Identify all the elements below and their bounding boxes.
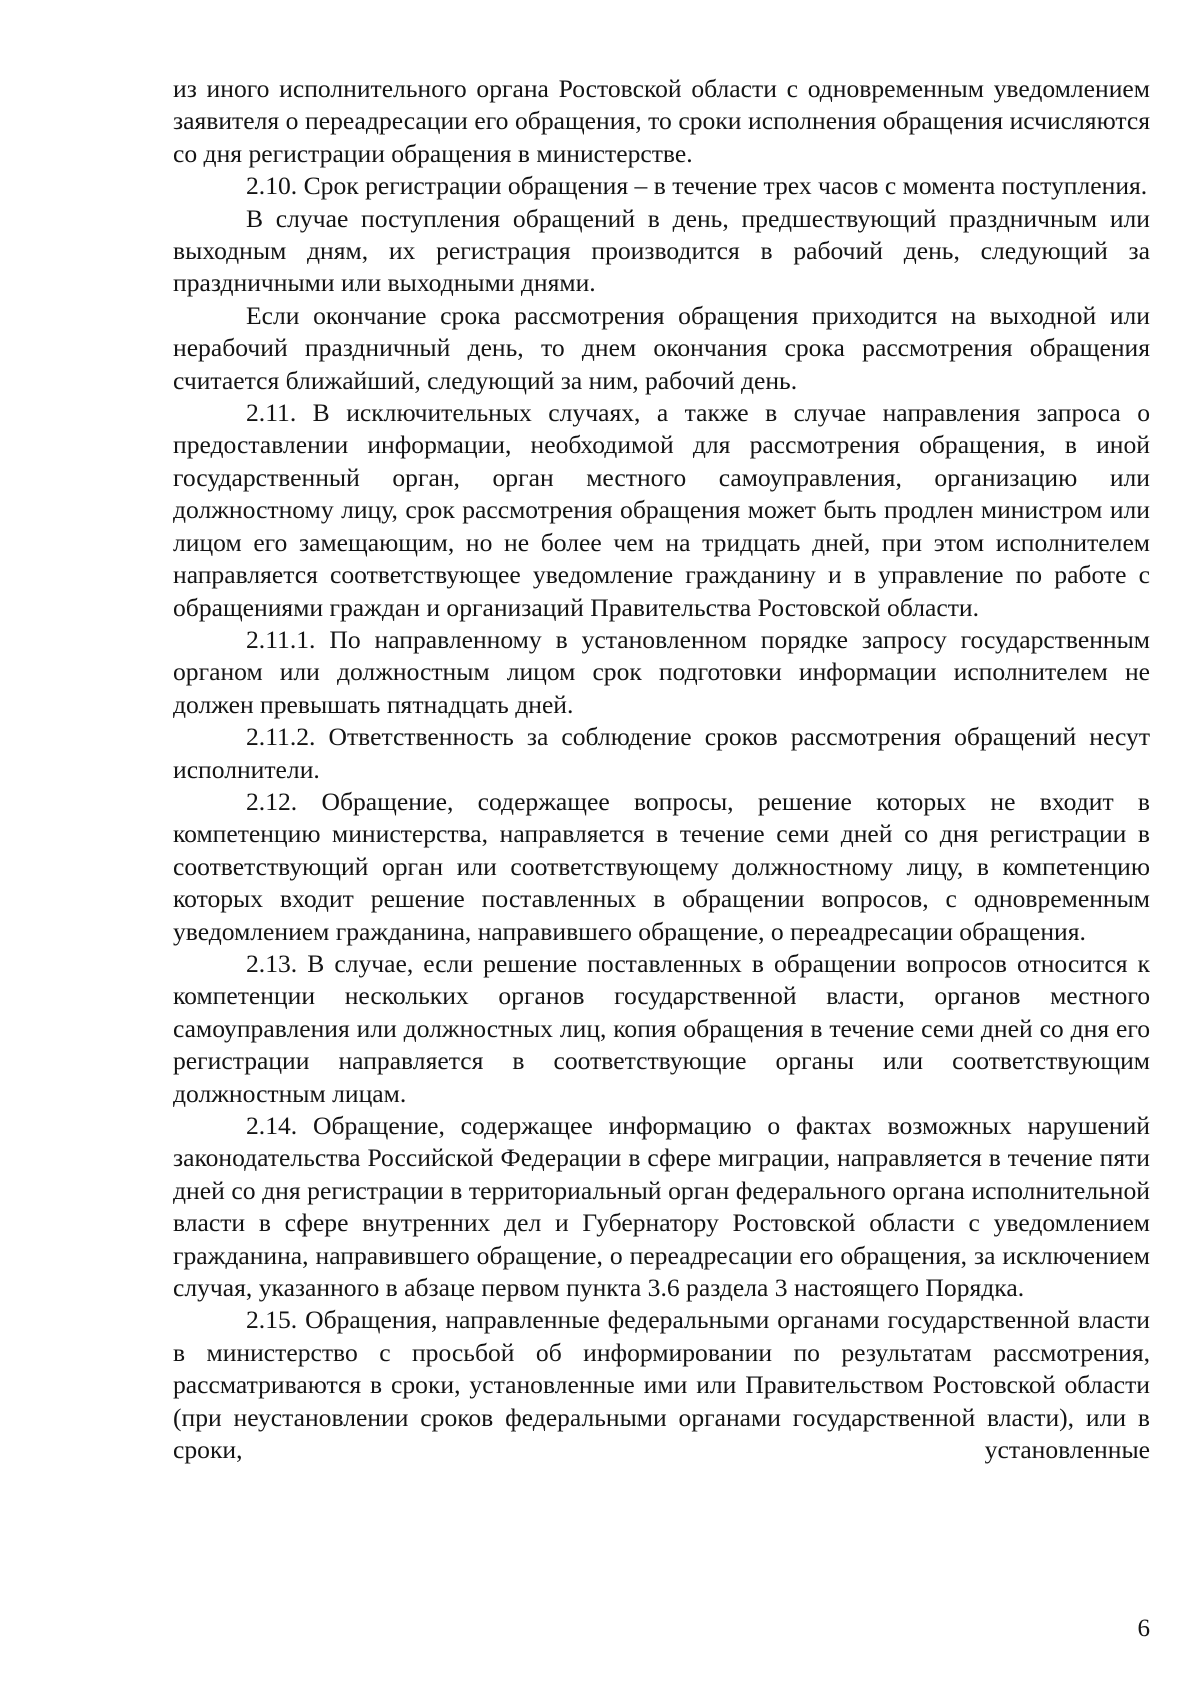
- paragraph-2-11-1: 2.11.1. По направленному в установленном порядке запросу государственным органом или должностным лицом срок подготовки информации исполнителем не должен превышать пятнадцать дней.: [173, 624, 1150, 719]
- paragraph-deadline-end: Если окончание срока рассмотрения обращения приходится на выходной или нерабочий праздничный день, то днем окончания срока рассмотрения обращения считается ближайший, следующий за ним, рабочий день.: [173, 300, 1150, 395]
- paragraph-2-10: 2.10. Срок регистрации обращения – в течение трех часов с момента поступления.: [246, 171, 1148, 201]
- paragraph-continuation: из иного исполнительного органа Ростовской области с одновременным уведомлением заявителя о переадресации его обращения, то сроки исполнения обращения исчисляются со дня регистрации обращения в министерстве.: [173, 74, 1150, 168]
- paragraph-2-11: 2.11. В исключительных случаях, а также в случае направления запроса о предоставлении информации, необходимой для рассмотрения обращения, в иной государственный орган, орган местного самоуправления, организацию или должностному лицу, срок рассмотрения обращения может быть продлен министром или лицом его замещающим, но не более чем на тридцать дней, при этом исполнителем направляется соответствующее уведомление гражданину и в управление по работе с обращениями граждан и организаций Правительства Ростовской области.: [173, 398, 1150, 622]
- paragraph-2-15: 2.15. Обращения, направленные федеральными органами государственной власти в министерство с просьбой об информировании по результатам рассмотрения, рассматриваются в сроки, установленные ими или Правительством Ростовской области (при неустановлении сроков федеральными органами государственной власти), или в сроки, установленные: [173, 1305, 1150, 1465]
- page-number: 6: [1137, 1615, 1150, 1642]
- paragraph-2-12: 2.12. Обращение, содержащее вопросы, решение которых не входит в компетенцию министерства, направляется в течение семи дней со дня регистрации в соответствующий орган или соответствующему должностному лицу, в компетенцию которых входит решение поставленных в обращении вопросов, с одновременным уведомлением гражданина, направившего обращение, о переадресации обращения.: [173, 786, 1150, 946]
- paragraph-2-13: 2.13. В случае, если решение поставленных в обращении вопросов относится к компетенции нескольких органов государственной власти, органов местного самоуправления или должностных лиц, копия обращения в течение семи дней со дня его регистрации направляется в соответствующие органы или соответствующим должностным лицам.: [173, 948, 1150, 1108]
- paragraph-2-14: 2.14. Обращение, содержащее информацию о фактах возможных нарушений законодательства Российской Федерации в сфере миграции, направляется в течение пяти дней со дня регистрации в территориальный орган федерального органа исполнительной власти в сфере внутренних дел и Губернатору Ростовской области с уведомлением гражданина, направившего обращение, о переадресации его обращения, за исключением случая, указанного в абзаце первом пункта 3.6 раздела 3 настоящего Порядка.: [173, 1111, 1150, 1303]
- paragraph-2-11-2: 2.11.2. Ответственность за соблюдение сроков рассмотрения обращений несут исполнители.: [173, 722, 1150, 784]
- paragraph-holidays: В случае поступления обращений в день, предшествующий праздничным или выходным дням, их регистрация производится в рабочий день, следующий за праздничными или выходными днями.: [173, 203, 1150, 298]
- document-page: [173, 73, 1150, 1466]
